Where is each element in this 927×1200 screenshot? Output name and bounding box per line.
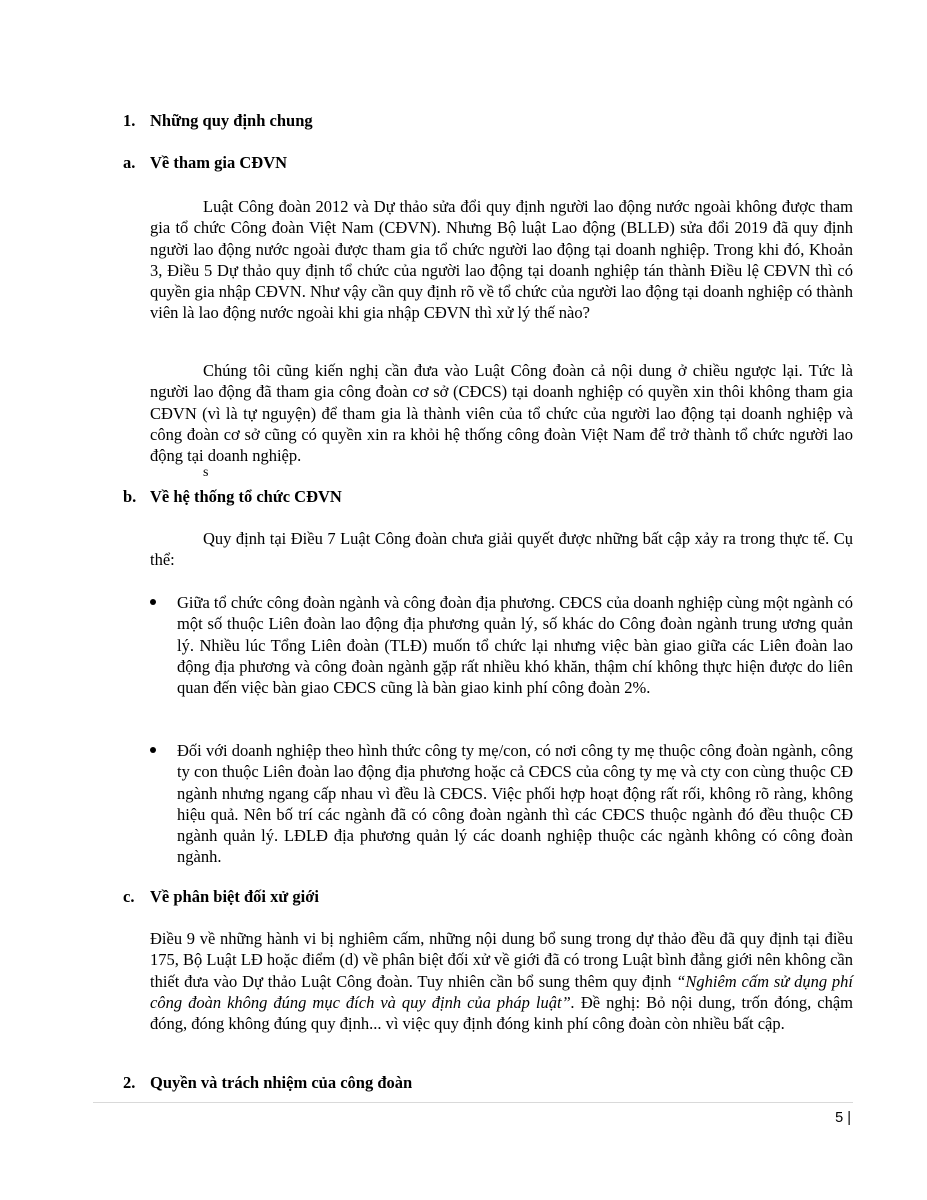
- paragraph-c1-quote: “Nghiêm cấm sử dụng phí công đoàn không đúng mục đích và quy định của pháp luật”.: [150, 971, 853, 1012]
- section-title: Về phân biệt đối xử giới: [150, 887, 319, 906]
- section-heading-b: [123, 486, 342, 508]
- paragraph-a1: Luật Công đoàn 2012 và Dự thảo sửa đổi quy định người lao động nước ngoài không được tham gia tổ chức Công đoàn Việt Nam (CĐVN). Nhưng Bộ luật Lao động (BLLĐ) sửa đổi 2019 đã quy định người lao động nước ngoài được tham gia tổ chức người lao động tại doanh nghiệp. Trong khi đó, Khoản 3, Điều 5 Dự thảo quy định tổ chức của người lao động tại doanh nghiệp tán thành Điều lệ CĐVN thì có quyền gia nhập CĐVN. Như vậy cần quy định rõ về tổ chức của người lao động tại doanh nghiệp có thành viên là lao động nước ngoài khi gia nhập CĐVN thì xử lý thế nào?: [150, 197, 853, 323]
- page-number: 5 |: [835, 1110, 851, 1126]
- section-number: c.: [123, 887, 135, 906]
- paragraph-c1: [150, 928, 853, 1034]
- section-number: a.: [123, 153, 136, 172]
- section-heading-2: [123, 1072, 412, 1094]
- section-title: Về hệ thống tổ chức CĐVN: [150, 487, 342, 506]
- section-number: b.: [123, 487, 137, 506]
- section-heading-c: [123, 886, 319, 908]
- list-item-text: Giữa tổ chức công đoàn ngành và công đoàn địa phương. CĐCS của doanh nghiệp cùng một ngành có một số thuộc Liên đoàn lao động địa phương quản lý, số khác do Công đoàn ngành trung ương quản lý. Nhiều lúc Tổng Liên đoàn (TLĐ) muốn tổ chức lại nhưng việc bàn giao giữa các Liên đoàn lao động địa phương và công đoàn ngành gặp rất nhiều khó khăn, thậm chí không thực hiện được do liên quan đến việc bàn giao CĐCS cũng là bàn giao kinh phí công đoàn 2%.: [177, 593, 853, 698]
- section-title: Những quy định chung: [150, 111, 313, 130]
- section-heading-a: [123, 152, 287, 174]
- paragraph-b1: Quy định tại Điều 7 Luật Công đoàn chưa giải quyết được những bất cập xảy ra trong thực tế. Cụ thể:: [150, 529, 853, 570]
- section-title: Quyền và trách nhiệm của công đoàn: [150, 1073, 413, 1092]
- list-item: [150, 740, 853, 868]
- bullet-icon: [150, 747, 156, 753]
- paragraph-a2: Chúng tôi cũng kiến nghị cần đưa vào Luật Công đoàn cả nội dung ở chiều ngược lại. Tức là người lao động đã tham gia công đoàn cơ sở (CĐCS) tại doanh nghiệp có quyền xin thôi không tham gia CĐVN (vì là tự nguyện) để tham gia là thành viên của tổ chức của người lao động tại doanh nghiệp và công đoàn cơ sở cũng có quyền xin ra khỏi hệ thống công đoàn Việt Nam để trở thành tổ chức người lao động tại doanh nghiệp.: [150, 361, 853, 466]
- footer-divider: [93, 1102, 853, 1103]
- section-title: Về tham gia CĐVN: [150, 153, 288, 172]
- paragraph-c1-tail: Đề nghị: Bỏ nội dung, trốn đóng, chậm đóng, đóng không đúng quy định... vì việc quy định đóng kinh phí công đoàn còn nhiều bất cập.: [150, 992, 853, 1034]
- section-number: 1.: [123, 111, 136, 130]
- section-heading-1: [123, 110, 313, 132]
- stray-character: s: [203, 465, 209, 480]
- list-item: [150, 592, 853, 698]
- bullet-icon: [150, 599, 156, 605]
- paragraph-c1-text: Điều 9 về những hành vi bị nghiêm cấm, những nội dung bổ sung trong dự thảo đều đã quy định tại điều 175, Bộ Luật LĐ hoặc điểm (d) về phân biệt đối xử về giới đã có trong Luật bình đẳng giới nên không cần thiết đưa vào Dự thảo Luật Công đoàn. Tuy nhiên cần bổ sung thêm quy định: [150, 929, 853, 991]
- list-item-text: Đối với doanh nghiệp theo hình thức công ty mẹ/con, có nơi công ty mẹ thuộc công đoàn ngành, công ty con thuộc Liên đoàn lao động địa phương hoặc cả CĐCS của công ty mẹ và cty con cùng thuộc CĐ ngành nhưng ngang cấp nhau vì đều là CĐCS. Việc phối hợp hoạt động rất rối, không rõ ràng, không hiệu quả. Nên bố trí các ngành đã có công đoàn ngành thì các CĐCS thuộc ngành đó đều thuộc CĐ ngành quản lý. LĐLĐ địa phương quản lý các doanh nghiệp thuộc các ngành không có công đoàn ngành.: [177, 741, 853, 867]
- section-number: 2.: [123, 1073, 136, 1092]
